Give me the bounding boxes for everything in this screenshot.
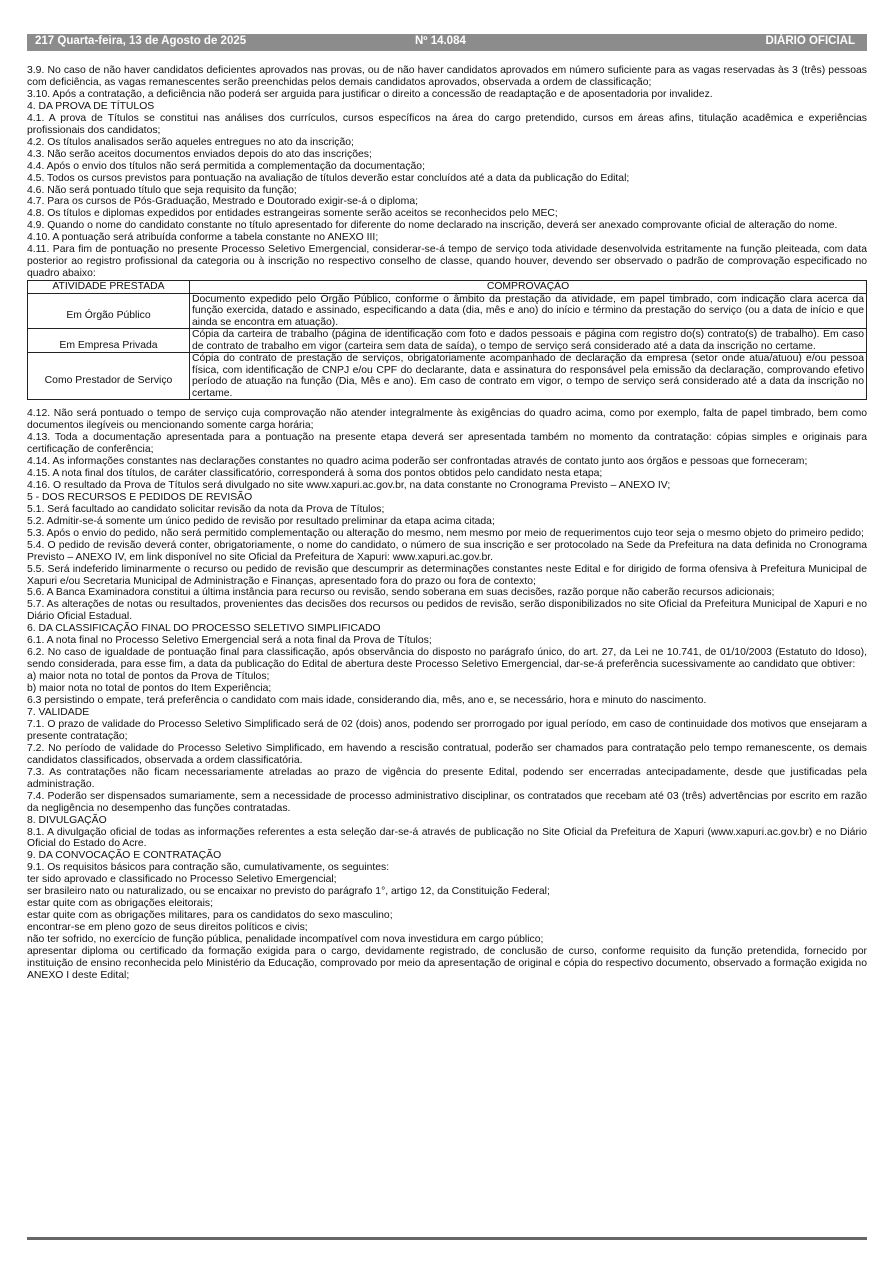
paragraph: 7.1. O prazo de validade do Processo Seletivo Simplificado será de 02 (dois) anos, podendo ser prorrogado por igual período, em caso de continuidade dos motivos que ensejaram a presente contratação; [27, 718, 867, 742]
paragraph: 4.2. Os títulos analisados serão aqueles entregues no ato da inscrição; [27, 136, 354, 148]
table-row [28, 329, 867, 353]
proof-table [27, 280, 867, 400]
paragraph: 4.15. A nota final dos títulos, de caráter classificatório, corresponderá à soma dos pontos obtidos pelo candidato nesta etapa; [27, 467, 603, 479]
paragraph: 6.2. No caso de igualdade de pontuação final para classificação, após observância do disposto no parágrafo único, do art. 27, da Lei ne 10.741, de 01/10/2003 (Estatuto do Idoso), sendo considerada, para esse fim, a data da publicação do Edital de abertura deste Processo Seletivo Emergencial, dar-se-á preferência sucessivamente ao candidato que obtiver: [27, 647, 867, 671]
paragraph: 4.13. Toda a documentação apresentada para a pontuação na presente etapa deverá ser apresentada também no momento da contratação: cópias simples e originais para certificação de conferência; [27, 432, 867, 456]
activity-cell: Em Empresa Privada [28, 329, 190, 353]
page-number-date: 217 Quarta-feira, 13 de Agosto de 2025 [35, 35, 247, 47]
table-header-proof: COMPROVAÇÃO [190, 281, 867, 294]
paragraph: a) maior nota no total de pontos da Prova de Títulos; [27, 671, 270, 683]
paragraph: 4. DA PROVA DE TÍTULOS [27, 100, 155, 112]
section-after-table [27, 408, 867, 982]
paragraph: 5.5. Será indeferido liminarmente o recurso ou pedido de revisão que descumprir as determinações constantes neste Edital e for dirigido de forma ofensiva à Prefeitura Municipal de Xapuri e/ou Secretaria Municipal de Administração e Finanças, apresentado fora do prazo ou fora de contexto; [27, 563, 867, 587]
paragraph: 5.2. Admitir-se-á somente um único pedido de revisão por resultado preliminar da etapa acima citada; [27, 515, 495, 527]
paragraph: 6.1. A nota final no Processo Seletivo Emergencial será a nota final da Prova de Títulos; [27, 635, 432, 647]
paragraph: 3.10. Após a contratação, a deficiência não poderá ser arguida para justificar o direito a concessão de readaptação e de aposentadoria por invalidez. [27, 88, 713, 100]
paragraph: 4.3. Não serão aceitos documentos enviados depois do ato das inscrições; [27, 148, 372, 160]
page-header [27, 34, 867, 51]
paragraph: 5 - DOS RECURSOS E PEDIDOS DE REVISÃO [27, 491, 253, 503]
table-row [28, 353, 867, 400]
paragraph: não ter sofrido, no exercício de função pública, penalidade incompatível com nova investidura em cargo público; [27, 934, 544, 946]
paragraph: 6. DA CLASSIFICAÇÃO FINAL DO PROCESSO SELETIVO SIMPLIFICADO [27, 623, 381, 635]
paragraph: 3.9. No caso de não haver candidatos deficientes aprovados nas provas, ou de não haver candidatos aprovados em número suficiente para as vagas reservadas às 3 (três) pessoas com deficiência, as vagas remanescentes serão preenchidas pelos demais candidatos aprovados, observada a ordem de classificação; [27, 65, 867, 88]
paragraph: estar quite com as obrigações militares, para os candidatos do sexo masculino; [27, 910, 393, 922]
paragraph: encontrar-se em pleno gozo de seus direitos políticos e civis; [27, 922, 308, 934]
paragraph: 7.2. No período de validade do Processo Seletivo Simplificado, em havendo a rescisão contratual, poderão ser chamados para contratação pelo tempo remanescente, os demais candidatos classificados, observada a ordem classificatória. [27, 742, 867, 766]
paragraph: 4.12. Não será pontuado o tempo de serviço cuja comprovação não atender integralmente às exigências do quadro acima, como por exemplo, falta de papel timbrado, bem como documentos ilegíveis ou mencionando somente carga horária; [27, 408, 867, 432]
paragraph: 6.3 persistindo o empate, terá preferência o candidato com mais idade, considerando dia, mês, ano e, se necessário, hora e minuto do nascimento. [27, 695, 707, 707]
footer-divider [27, 1237, 867, 1240]
paragraph: estar quite com as obrigações eleitorais; [27, 898, 213, 910]
section-before-table [27, 65, 867, 280]
paragraph: 4.8. Os títulos e diplomas expedidos por entidades estrangeiras somente serão aceitos se reconhecidos pelo MEC; [27, 208, 558, 220]
paragraph: 8. DIVULGAÇÃO [27, 814, 107, 826]
paragraph: 4.10. A pontuação será atribuída conforme a tabela constante no ANEXO III; [27, 232, 379, 244]
paragraph: 4.5. Todos os cursos previstos para pontuação na avaliação de títulos deverão estar concluídos até a data da publicação do Edital; [27, 172, 630, 184]
activity-cell: Em Órgão Público [28, 293, 190, 329]
table-header-activity: ATIVIDADE PRESTADA [28, 281, 190, 294]
paragraph: 4.7. Para os cursos de Pós-Graduação, Mestrado e Doutorado exigir-se-á o diploma; [27, 196, 419, 208]
paragraph: ter sido aprovado e classificado no Processo Seletivo Emergencial; [27, 874, 337, 886]
paragraph: 4.4. Após o envio dos títulos não será permitida a complementação da documentação; [27, 160, 425, 172]
paragraph: 9.1. Os requisitos básicos para contração são, cumulativamente, os seguintes: [27, 862, 390, 874]
table-row [28, 293, 867, 329]
proof-cell: Documento expedido pelo Órgão Público, conforme o âmbito da prestação da atividade, em papel timbrado, com indicação clara acerca da função exercida, datado e assinado, especificando a data (dia, mês e ano) do início e término da prestação do serviço (ou a data de início e que ainda se encontra em atuação). [190, 293, 867, 329]
publication-name: DIÁRIO OFICIAL [765, 35, 855, 47]
paragraph: 9. DA CONVOCAÇÃO E CONTRATAÇÃO [27, 850, 222, 862]
paragraph: 5.3. Após o envio do pedido, não será permitido complementação ou alteração do mesmo, nem mesmo por meio de requerimentos cujo teor seja o mesmo objeto do primeiro pedido; [27, 527, 864, 539]
proof-cell: Cópia do contrato de prestação de serviços, obrigatoriamente acompanhado de declaração da empresa (setor onde atua/atuou) e/ou pessoa física, com identificação de CNPJ e/ou CPF do declarante, data e assinatura do responsável pela emissão da declaração, comprovando efetivo período de atuação na função (Dia, Mês e ano). Em caso de contrato em vigor, o tempo de serviço será considerado até a data da inscrição no certame. [190, 353, 867, 400]
document-body [27, 65, 867, 982]
paragraph: 7.4. Poderão ser dispensados sumariamente, sem a necessidade de processo administrativo disciplinar, os contratados que recebam até 03 (três) advertências por escrito em razão da negligência no desempenho das funções contratadas. [27, 790, 867, 814]
paragraph: 4.6. Não será pontuado título que seja requisito da função; [27, 184, 297, 196]
paragraph: ser brasileiro nato ou naturalizado, ou se encaixar no previsto do parágrafo 1°, artigo 12, da Constituição Federal; [27, 886, 550, 898]
issue-number: Nº 14.084 [415, 35, 466, 47]
paragraph: 7.3. As contratações não ficam necessariamente atreladas ao prazo de vigência do presente Edital, podendo ser encerradas antecipadamente, desde que justificadas pela administração. [27, 766, 867, 790]
paragraph: 5.6. A Banca Examinadora constitui a última instância para recurso ou revisão, sendo soberana em suas decisões, razão porque não caberão recursos adicionais; [27, 587, 775, 599]
paragraph: 5.7. As alterações de notas ou resultados, provenientes das decisões dos recursos ou pedidos de revisão, serão disponibilizados no site Oficial da Prefeitura Municipal de Xapuri e no Diário Oficial Estadual. [27, 599, 867, 623]
paragraph: 4.14. As informações constantes nas declarações constantes no quadro acima poderão ser confrontadas através de contato junto aos órgãos e pessoas que forneceram; [27, 455, 808, 467]
paragraph: b) maior nota no total de pontos do Item Experiência; [27, 683, 272, 695]
paragraph: 5.4. O pedido de revisão deverá conter, obrigatoriamente, o nome do candidato, o número de sua inscrição e ser protocolado na Sede da Prefeitura na data definida no Cronograma Previsto – ANEXO IV, em link disponível no site Oficial da Prefeitura de Xapuri: www.xapuri.ac.gov.br. [27, 539, 867, 563]
proof-cell: Cópia da carteira de trabalho (página de identificação com foto e dados pessoais e página com registro do(s) contrato(s) de trabalho). Em caso de contrato de trabalho em vigor (carteira sem data de saída), o tempo de serviço será considerado até a data da inscrição no certame. [190, 329, 867, 353]
activity-cell: Como Prestador de Serviço [28, 353, 190, 400]
paragraph: 5.1. Será facultado ao candidato solicitar revisão da nota da Prova de Títulos; [27, 503, 385, 515]
paragraph: 8.1. A divulgação oficial de todas as informações referentes a esta seleção dar-se-á através de publicação no Site Oficial da Prefeitura de Xapuri (www.xapuri.ac.gov.br) e no Diário Oficial do Estado do Acre. [27, 826, 867, 850]
paragraph: 4.9. Quando o nome do candidato constante no título apresentado for diferente do nome declarado na inscrição, deverá ser anexado comprovante oficial de alteração do nome. [27, 220, 838, 232]
paragraph: 4.1. A prova de Títulos se constitui nas análises dos currículos, cursos específicos na área do cargo pretendido, cursos em áreas afins, titulação acadêmica e experiências profissionais dos candidatos; [27, 112, 867, 136]
paragraph: apresentar diploma ou certificado da formação exigida para o cargo, devidamente registrado, de conclusão de curso, conforme requisito da função pretendida, fornecido por instituição de ensino reconhecida pelo Ministério da Educação, comprovado por meio da apresentação de original e cópia do respectivo documento, observado a formação exigida no ANEXO I deste Edital; [27, 946, 867, 981]
paragraph: 4.11. Para fim de pontuação no presente Processo Seletivo Emergencial, considerar-se-á tempo de serviço toda atividade desenvolvida estritamente na função pleiteada, com data posterior ao registro profissional da categoria ou à inscrição no respectivo conselho de classe, quando houver, devendo ser observado o padrão de comprovação especificado no quadro abaixo: [27, 244, 867, 280]
paragraph: 7. VALIDADE [27, 706, 90, 718]
paragraph: 4.16. O resultado da Prova de Títulos será divulgado no site www.xapuri.ac.gov.br, na data constante no Cronograma Previsto – ANEXO IV; [27, 479, 671, 491]
table-header-row [28, 281, 867, 294]
